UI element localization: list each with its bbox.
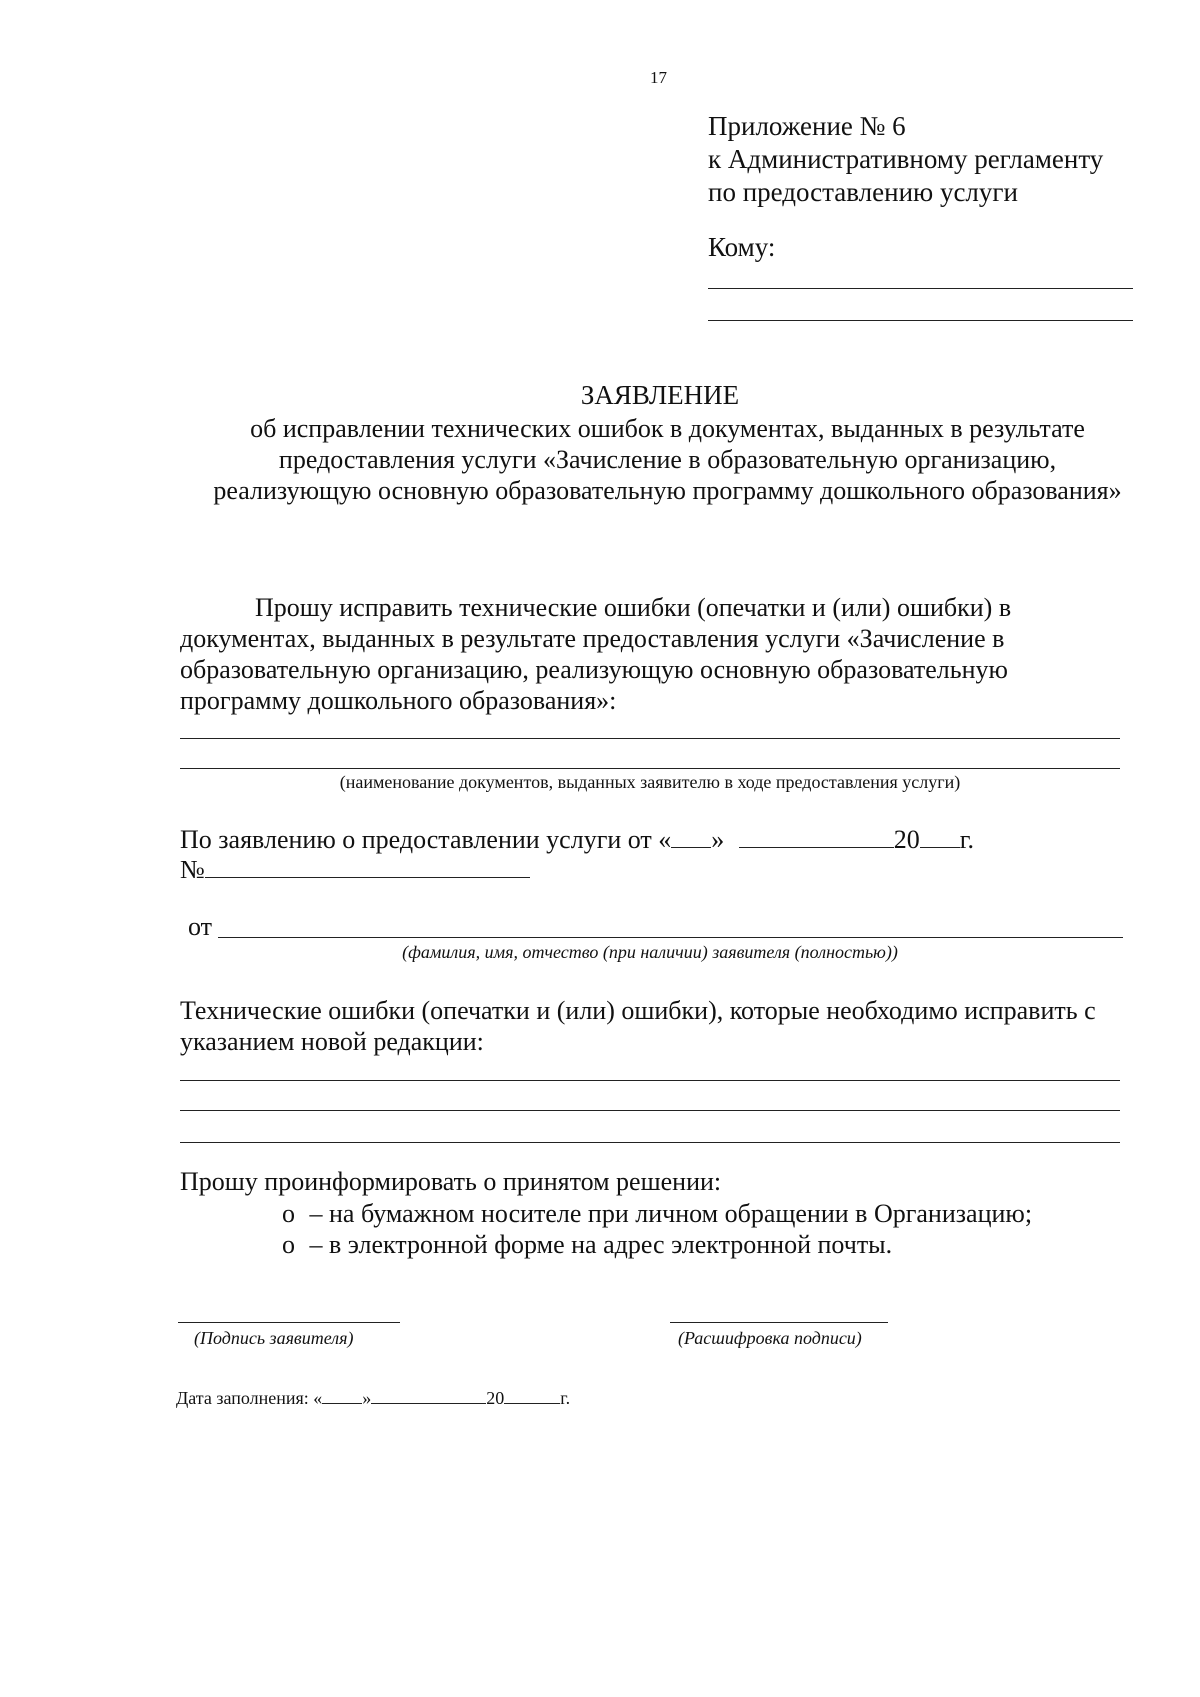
request-paragraph: Прошу исправить технические ошибки (опечатки и (или) ошибки) в документах, выданных в результате предоставления услуги «Зачисление в образовательную организацию, реализующую основную образовательную программу дошкольного образования»:	[180, 593, 1012, 715]
to-field-line-2[interactable]	[708, 320, 1133, 321]
signature-field-line[interactable]	[178, 1322, 400, 1323]
application-ref-line	[180, 825, 974, 855]
appendix-line-3: по предоставлению услуги	[708, 177, 1018, 207]
from-caption: (фамилия, имя, отчество (при наличии) заявителя (полностью))	[402, 942, 898, 962]
page-number: 17	[650, 68, 667, 87]
application-quote-close: »	[711, 825, 725, 854]
number-label: №	[180, 855, 205, 884]
application-year-suffix: г.	[959, 825, 975, 854]
document-subtitle: об исправлении технических ошибок в документах, выданных в результате предоставления услуги «Зачисление в образовательную организацию, реализующую основную образовательную программу дошкольного образования»	[213, 414, 1122, 505]
from-label: от	[188, 912, 213, 941]
fill-date-month-field[interactable]	[371, 1389, 486, 1404]
option-marker-email[interactable]: o	[282, 1230, 295, 1259]
signature-caption: (Подпись заявителя)	[194, 1328, 354, 1348]
appendix-line-2: к Административному регламенту	[708, 144, 1104, 174]
errors-field-line-1[interactable]	[180, 1080, 1120, 1081]
option-marker-paper[interactable]: o	[282, 1199, 295, 1228]
documents-field-line-1[interactable]	[180, 738, 1120, 739]
option-text-paper: – на бумажном носителе при личном обращении в Организацию;	[309, 1199, 1033, 1228]
application-number-line	[180, 855, 530, 885]
errors-field-line-2[interactable]	[180, 1110, 1120, 1111]
documents-field-line-2[interactable]	[180, 768, 1120, 769]
errors-field-line-3[interactable]	[180, 1142, 1120, 1143]
application-year-field[interactable]	[920, 827, 960, 848]
fill-date-day-field[interactable]	[322, 1389, 362, 1404]
application-ref-text: По заявлению о предоставлении услуги от «	[180, 825, 672, 854]
decode-field-line[interactable]	[670, 1322, 888, 1323]
application-year-prefix: 20	[893, 825, 920, 854]
application-day-field[interactable]	[671, 827, 711, 848]
fill-date-line	[176, 1388, 570, 1409]
option-text-email: – в электронной форме на адрес электронной почты.	[309, 1230, 893, 1259]
fill-date-year-field[interactable]	[504, 1389, 560, 1404]
errors-paragraph: Технические ошибки (опечатки и (или) ошибки), которые необходимо исправить с указанием новой редакции:	[180, 996, 1096, 1056]
documents-caption: (наименование документов, выданных заявителю в ходе предоставления услуги)	[339, 772, 961, 792]
notify-option-email[interactable]	[282, 1230, 892, 1260]
application-number-field[interactable]	[205, 857, 530, 878]
from-field-line[interactable]	[218, 937, 1123, 938]
to-label: Кому:	[708, 232, 776, 262]
decode-caption: (Расшифровка подписи)	[678, 1328, 862, 1348]
document-title: ЗАЯВЛЕНИЕ	[580, 380, 740, 410]
fill-date-label: Дата заполнения: «	[176, 1388, 323, 1408]
fill-date-quote-close: »	[362, 1388, 372, 1408]
appendix-line-1: Приложение № 6	[708, 111, 906, 141]
appendix-block	[708, 110, 1103, 209]
to-field-line-1[interactable]	[708, 288, 1133, 289]
notify-option-paper[interactable]	[282, 1199, 1032, 1229]
fill-date-year-suffix: г.	[560, 1388, 571, 1408]
fill-date-year-prefix: 20	[486, 1388, 505, 1408]
notify-heading: Прошу проинформировать о принятом решении:	[180, 1167, 722, 1196]
application-month-field[interactable]	[739, 827, 894, 848]
